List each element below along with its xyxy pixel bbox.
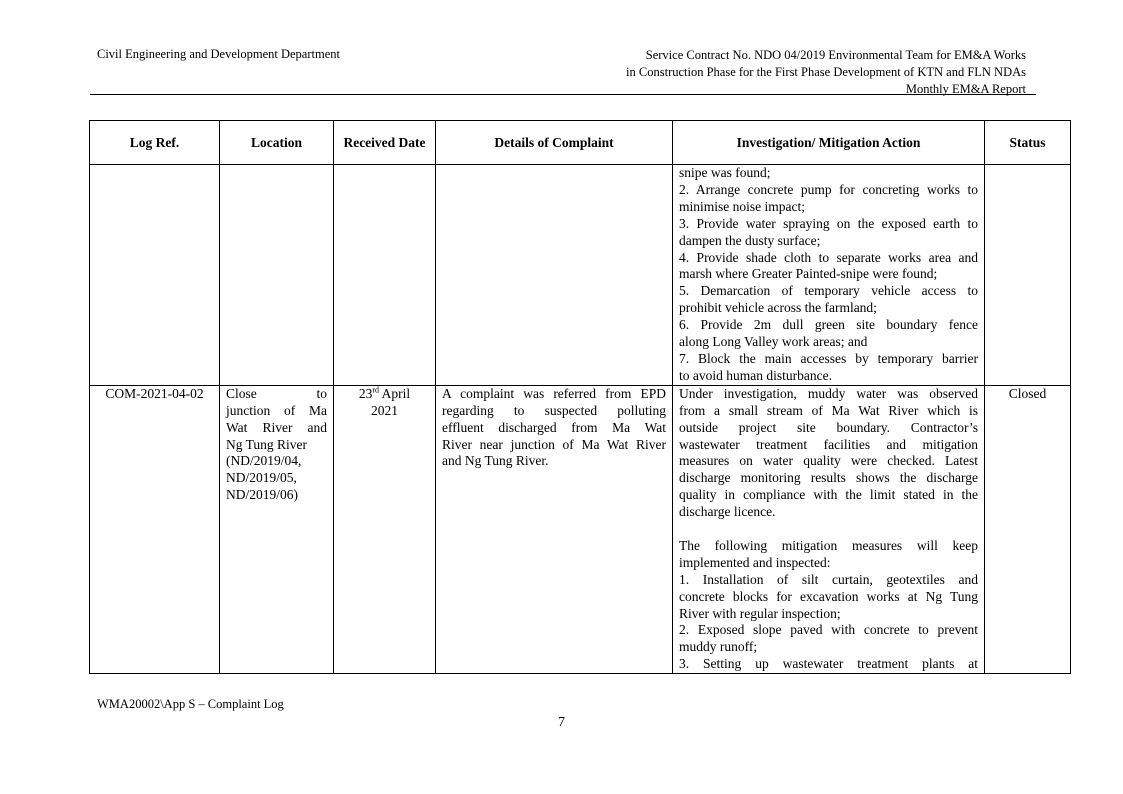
log-ref-cell bbox=[90, 385, 220, 673]
action-line: 4. Provide shade cloth to separate works area and bbox=[679, 249, 978, 265]
location-line: junction of Ma bbox=[226, 402, 327, 418]
action-line: marsh where Greater Painted-snipe were found; bbox=[679, 266, 938, 282]
status-cell bbox=[985, 385, 1071, 673]
action-line: outside project site boundary. Contractor’s bbox=[679, 419, 978, 435]
header-contract bbox=[466, 47, 1026, 98]
action-line: to avoid human disturbance. bbox=[679, 367, 832, 383]
action-line: 2. Arrange concrete pump for concreting works to bbox=[679, 181, 978, 197]
details-line: regarding to suspected polluting bbox=[442, 402, 666, 418]
log-ref-value: COM-2021-04-02 bbox=[105, 385, 204, 401]
action-line: River with regular inspection; bbox=[679, 605, 841, 621]
details-line: and Ng Tung River. bbox=[442, 453, 549, 469]
action-line: discharge licence. bbox=[679, 504, 776, 520]
location-line: Wat River and bbox=[226, 419, 327, 435]
header-department: Civil Engineering and Development Department bbox=[97, 47, 340, 61]
location-cell bbox=[220, 165, 334, 386]
details-cell bbox=[436, 165, 673, 386]
details-cell bbox=[436, 385, 673, 673]
details-line: River near junction of Ma Wat River bbox=[442, 436, 666, 452]
log-ref-cell bbox=[90, 165, 220, 386]
footer-reference: WMA20002\App S – Complaint Log bbox=[97, 697, 284, 711]
action-line: along Long Valley work areas; and bbox=[679, 334, 868, 350]
column-header-received-date: Received Date bbox=[334, 121, 436, 165]
action-line: 7. Block the main accesses by temporary barrier bbox=[679, 350, 978, 366]
status-cell bbox=[985, 165, 1071, 386]
action-line: measures on water quality were checked. Latest bbox=[679, 453, 978, 469]
action-line: dampen the dusty surface; bbox=[679, 232, 821, 248]
action-line: 3. Setting up wastewater treatment plants at bbox=[679, 656, 978, 672]
header-contract-line: Service Contract No. NDO 04/2019 Environmental Team for EM&A Works bbox=[645, 48, 1026, 62]
action-line: 6. Provide 2m dull green site boundary fence bbox=[679, 317, 978, 333]
received-date-day-month bbox=[340, 386, 429, 403]
complaint-log-table bbox=[89, 120, 1071, 674]
location-line: (ND/2019/04, bbox=[226, 453, 302, 469]
table-header-row bbox=[90, 121, 1071, 165]
location-line: ND/2019/06) bbox=[226, 487, 298, 503]
action-line: prohibit vehicle across the farmland; bbox=[679, 300, 877, 316]
page-number: 7 bbox=[558, 715, 565, 730]
action-line: quality in compliance with the limit stated in the bbox=[679, 487, 978, 503]
action-line: snipe was found; bbox=[679, 165, 771, 180]
location-cell bbox=[220, 385, 334, 673]
header-report-title: Monthly EM&A Report bbox=[905, 81, 1026, 96]
action-cell bbox=[673, 165, 985, 386]
action-line: The following mitigation measures will keep bbox=[679, 537, 978, 553]
location-line: ND/2019/05, bbox=[226, 470, 297, 486]
table-row bbox=[90, 165, 1071, 386]
action-line: wastewater treatment facilities and mitigation bbox=[679, 436, 978, 452]
action-line: 1. Installation of silt curtain, geotextiles and bbox=[679, 571, 978, 587]
action-line: 5. Demarcation of temporary vehicle access to bbox=[679, 283, 978, 299]
action-line: discharge monitoring results shows the discharge bbox=[679, 470, 978, 486]
received-date-year: 2021 bbox=[371, 402, 398, 418]
column-header-details: Details of Complaint bbox=[436, 121, 673, 165]
date-day: 23 bbox=[358, 385, 373, 401]
action-cell bbox=[673, 385, 985, 673]
location-line: Ng Tung River bbox=[226, 436, 308, 452]
header-contract-line: in Construction Phase for the First Phase Development of KTN and FLN NDAs bbox=[626, 64, 1026, 79]
date-suffix: rd bbox=[372, 385, 380, 395]
received-date-cell bbox=[334, 385, 436, 673]
action-line: concrete blocks for excavation works at Ng Tung bbox=[679, 588, 978, 604]
column-header-action: Investigation/ Mitigation Action bbox=[673, 121, 985, 165]
column-header-log-ref: Log Ref. bbox=[90, 121, 220, 165]
column-header-location: Location bbox=[220, 121, 334, 165]
action-line: implemented and inspected: bbox=[679, 554, 831, 570]
action-line: minimise noise impact; bbox=[679, 198, 805, 214]
date-month: April bbox=[379, 385, 411, 401]
table-row bbox=[90, 385, 1071, 673]
action-line: 2. Exposed slope paved with concrete to prevent bbox=[679, 622, 978, 638]
details-line: A complaint was referred from EPD bbox=[442, 385, 666, 401]
details-line: effluent discharged from Ma Wat bbox=[442, 419, 666, 435]
paragraph-gap bbox=[679, 521, 978, 538]
action-line: muddy runoff; bbox=[679, 639, 758, 655]
action-line: from a small stream of Ma Wat River which is bbox=[679, 402, 978, 418]
column-header-status: Status bbox=[985, 121, 1071, 165]
status-value: Closed bbox=[1008, 385, 1047, 401]
header-rule bbox=[90, 94, 1036, 95]
location-line: Close to bbox=[226, 385, 327, 401]
action-line: Under investigation, muddy water was observed bbox=[679, 385, 978, 401]
received-date-cell bbox=[334, 165, 436, 386]
action-line: 3. Provide water spraying on the exposed earth to bbox=[679, 215, 978, 231]
